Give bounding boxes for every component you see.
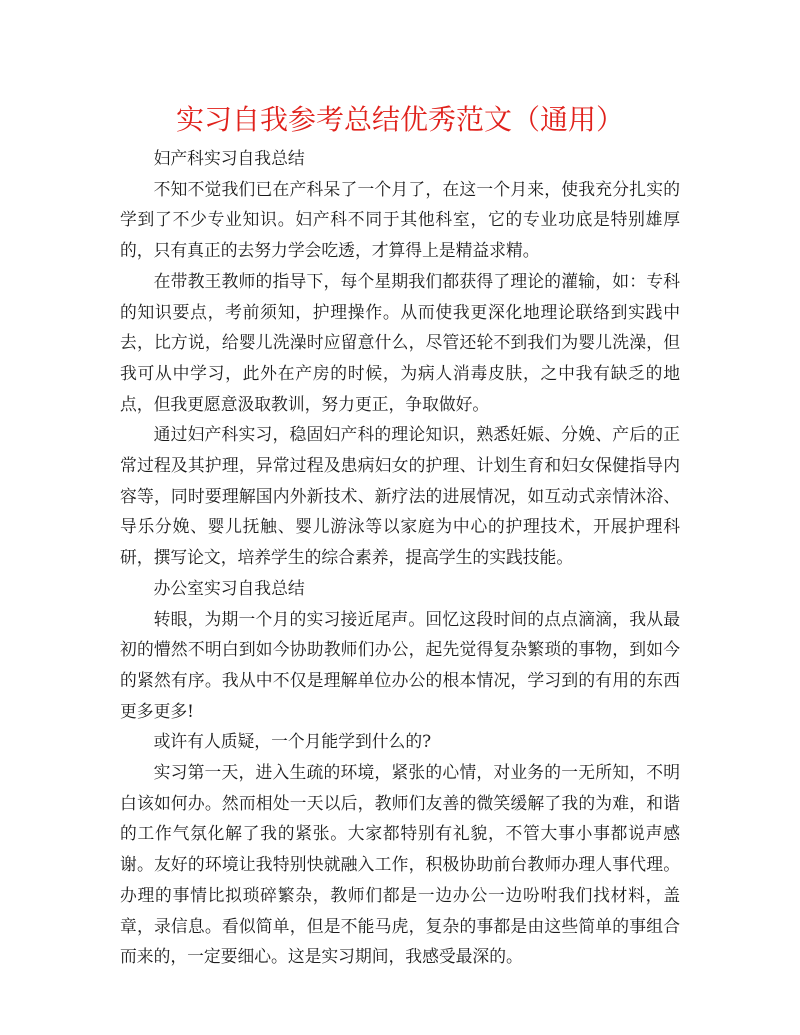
section-heading-office: 办公室实习自我总结 (153, 577, 305, 598)
paragraph: 转眼，为期一个月的实习接近尾声。回忆这段时间的点点滴滴，我从最初的懵然不明白到如今协助教师们办公，起先觉得复杂繁琐的事物，到如今的紧然有序。我从中不仅是理解单位办公的根本情况，学习到的有用的东西更多更多! (120, 608, 680, 721)
paragraph: 不知不觉我们已在产科呆了一个月了，在这一个月来，使我充分扎实的学到了不少专业知识。妇产科不同于其他科室，它的专业功底是特别雄厚的，只有真正的去努力学会吃透，才算得上是精益求精。 (120, 178, 680, 261)
document-title: 实习自我参考总结优秀范文（通用） (175, 103, 624, 136)
document-body (120, 143, 680, 972)
paragraph: 通过妇产科实习，稳固妇产科的理论知识，熟悉妊娠、分娩、产后的正常过程及其护理，异常过程及患病妇女的护理、计划生育和妇女保健指导内容等，同时要理解国内外新技术、新疗法的进展情况，如互动式亲情沐浴、导乐分娩、婴儿抚触、婴儿游泳等以家庭为中心的护理技术，开展护理科研，撰写论文，培养学生的综合素养，提高学生的实践技能。 (120, 424, 680, 568)
paragraph: 在带教王教师的指导下，每个星期我们都获得了理论的灌输，如：专科的知识要点，考前须知，护理操作。从而使我更深化地理论联络到实践中去，比方说，给婴儿洗澡时应留意什么，尽管还轮不到我们为婴儿洗澡，但我可从中学习，此外在产房的时候，为病人消毒皮肤，之中我有缺乏的地点，但我更愿意汲取教训，努力更正，争取做好。 (120, 270, 680, 414)
paragraph: 实习第一天，进入生疏的环境，紧张的心情，对业务的一无所知，不明白该如何办。然而相处一天以后，教师们友善的微笑缓解了我的为难，和谐的工作气氛化解了我的紧张。大家都特别有礼貌，不管大事小事都说声感谢。友好的环境让我特别快就融入工作，积极协助前台教师办理人事代理。办理的事情比拟琐碎繁杂，教师们都是一边办公一边吩咐我们找材料，盖章，录信息。看似简单，但是不能马虎，复杂的事都是由这些简单的事组合而来的，一定要细心。这是实习期间，我感受最深的。 (120, 762, 680, 967)
paragraph: 或许有人质疑，一个月能学到什么的? (153, 731, 432, 752)
section-heading-obstetrics: 妇产科实习自我总结 (153, 148, 305, 168)
